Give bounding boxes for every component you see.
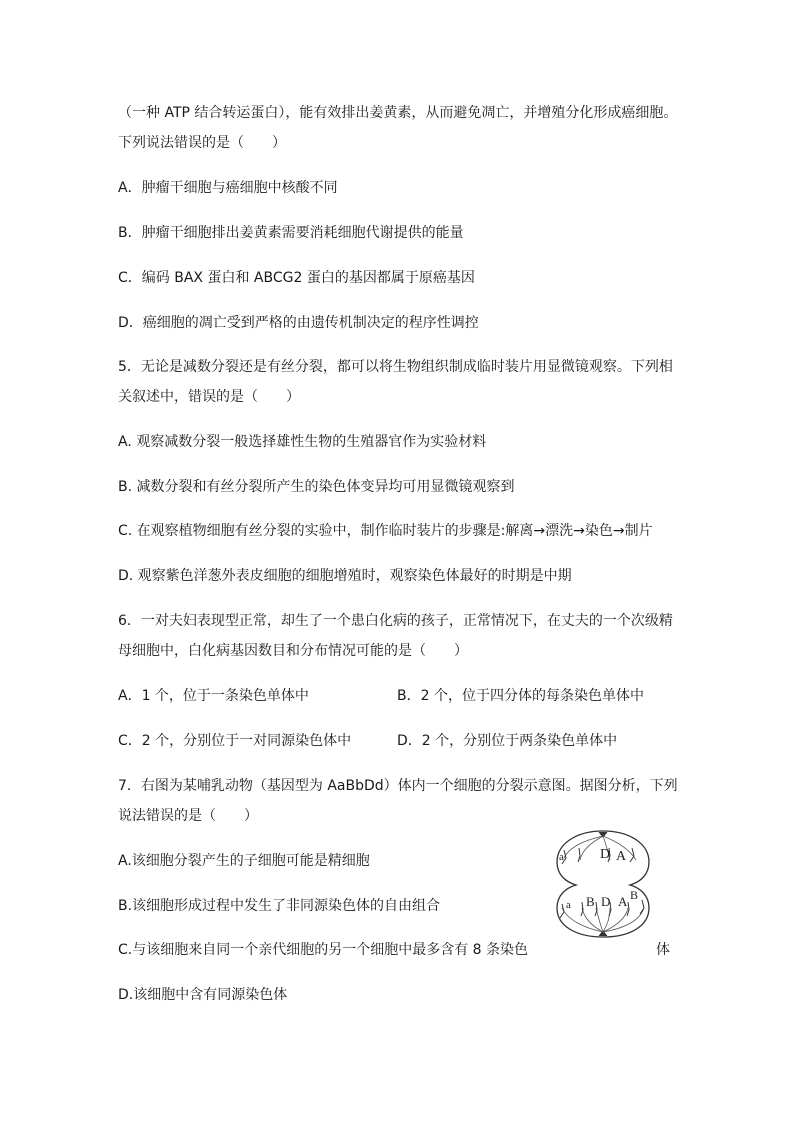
q4-option-b: B．肿瘤干细胞排出姜黄素需要消耗细胞代谢提供的能量 — [118, 225, 464, 241]
q7-option-d: D.该细胞中含有同源染色体 — [118, 987, 288, 1003]
q7-stem-line1: 7．右图为某哺乳动物（基因型为 AaBbDd）体内一个细胞的分裂示意图。据图分析，下列 — [118, 778, 678, 794]
q7-option-a: A.该细胞分裂产生的子细胞可能是精细胞 — [118, 853, 370, 869]
q7-option-c: C.与该细胞来自同一个亲代细胞的另一个细胞中最多含有 8 条染色 — [118, 942, 529, 958]
lower-gene-label-3: D — [601, 894, 611, 909]
q6-option-d: D．2 个，分别位于两条染色单体中 — [397, 733, 618, 749]
q5-stem-line1: 5．无论是减数分裂还是有丝分裂，都可以将生物组织制成临时装片用显微镜观察。下列相 — [118, 359, 673, 375]
lower-gene-label-4: A — [618, 894, 628, 909]
upper-gene-label-1: a — [559, 851, 564, 863]
upper-gene-label-3: A — [616, 849, 627, 864]
q6-stem-line2: 母细胞中，白化病基因数目和分布情况可能的是（ ） — [118, 643, 468, 659]
lower-gene-label-2: B — [586, 894, 595, 909]
q4-option-d: D．癌细胞的凋亡受到严格的由遗传机制决定的程序性调控 — [118, 315, 479, 331]
q4-stem-line2: 下列说法错误的是（ ） — [118, 135, 286, 151]
q4-stem-line1: （一种 ATP 结合转运蛋白），能有效排出姜黄素，从而避免凋亡，并增殖分化形成癌细胞。 — [118, 105, 678, 121]
q6-option-a: A．1 个，位于一条染色单体中 — [118, 688, 309, 704]
upper-gene-label-2: D — [600, 847, 611, 862]
q6-stem-line1: 6．一对夫妇表现型正常，却生了一个患白化病的孩子，正常情况下，在丈夫的一个次级精 — [118, 613, 673, 629]
lower-gene-label-1: a — [566, 899, 571, 911]
q5-stem-line2: 关叙述中，错误的是（ ） — [118, 389, 300, 405]
lower-gene-label-5: B — [630, 888, 639, 902]
lower-spindle — [562, 908, 644, 932]
q4-option-c: C．编码 BAX 蛋白和 ABCG2 蛋白的基因都属于原癌基因 — [118, 270, 475, 286]
q7-option-b: B.该细胞形成过程中发生了非同源染色体的自由组合 — [118, 898, 441, 914]
q6-option-b: B．2 个，位于四分体的每条染色单体中 — [397, 688, 644, 704]
q7-option-c-tail: 体 — [656, 942, 670, 958]
cell-division-diagram — [548, 828, 658, 940]
q4-option-a: A．肿瘤干细胞与癌细胞中核酸不同 — [118, 180, 338, 196]
q5-option-d: D. 观察紫色洋葱外表皮细胞的细胞增殖时，观察染色体最好的时期是中期 — [118, 568, 572, 584]
q7-stem-line2: 说法错误的是（ ） — [118, 808, 258, 824]
q5-option-c: C. 在观察植物细胞有丝分裂的实验中，制作临时装片的步骤是:解离→漂洗→染色→制片 — [118, 523, 653, 539]
q6-option-c: C．2 个，分别位于一对同源染色体中 — [118, 733, 352, 749]
q5-option-b: B. 减数分裂和有丝分裂所产生的染色体变异均可用显微镜观察到 — [118, 479, 515, 495]
q5-option-a: A. 观察减数分裂一般选择雄性生物的生殖器官作为实验材料 — [118, 434, 487, 450]
